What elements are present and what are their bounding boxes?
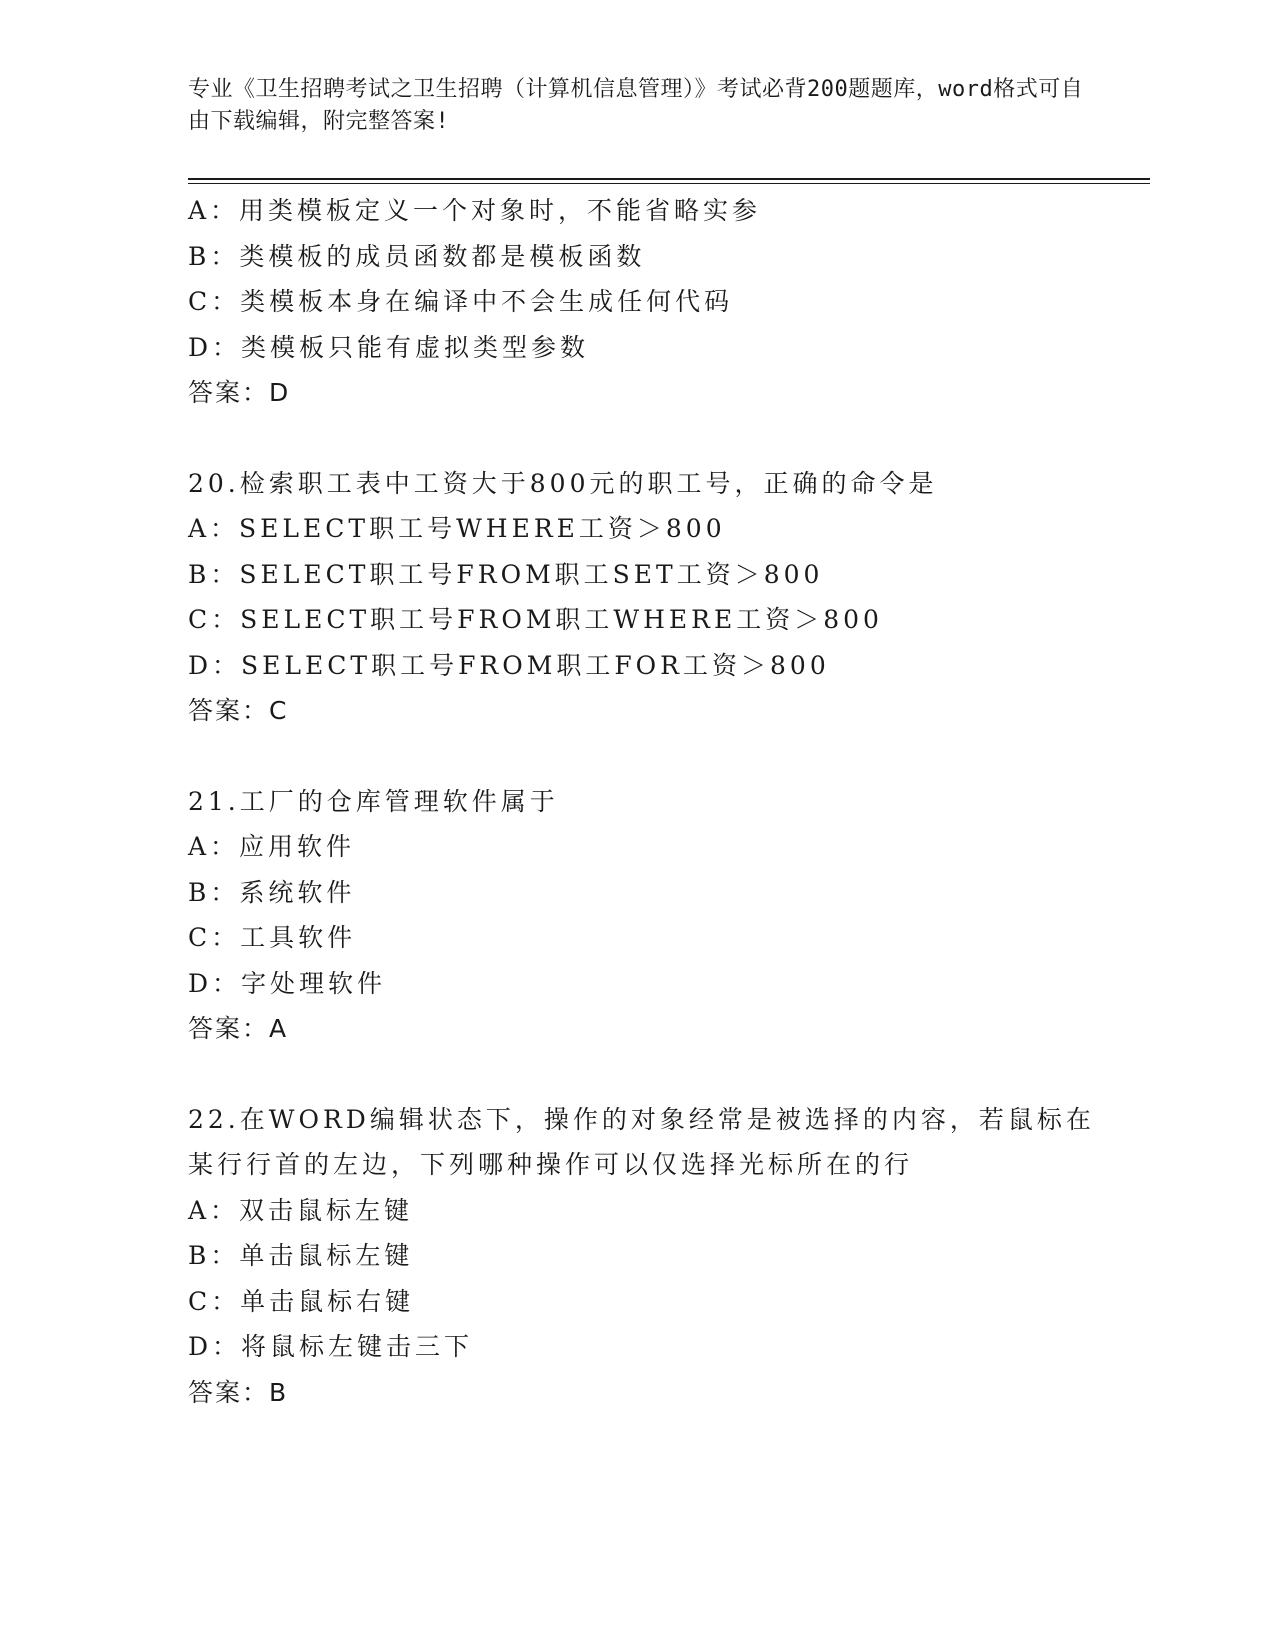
question-stem: 20.检索职工表中工资大于800元的职工号，正确的命令是 <box>188 468 938 498</box>
option-b: B：系统软件 <box>188 877 356 907</box>
option-b: B：类模板的成员函数都是模板函数 <box>188 241 646 271</box>
option-d: D：类模板只能有虚拟类型参数 <box>188 332 590 362</box>
option-b: B：单击鼠标左键 <box>188 1241 414 1270</box>
option-c: C：类模板本身在编译中不会生成任何代码 <box>188 287 734 316</box>
question-list <box>188 188 1148 1415</box>
question-stem-line-2: 某行行首的左边，下列哪种操作可以仅选择光标所在的行 <box>188 1150 914 1179</box>
spacer <box>188 416 1148 461</box>
option-a: A：应用软件 <box>188 832 356 861</box>
option-c: C：SELECT职工号FROM职工WHERE工资＞800 <box>188 605 883 634</box>
question-stem-line-1: 22.在WORD编辑状态下，操作的对象经常是被选择的内容，若鼠标在 <box>188 1104 1095 1134</box>
option-d: D：将鼠标左键击三下 <box>188 1332 474 1361</box>
question-22 <box>188 1097 1148 1416</box>
option-d: D：SELECT职工号FROM职工FOR工资＞800 <box>188 650 830 680</box>
option-a: A：SELECT职工号WHERE工资＞800 <box>188 514 726 543</box>
option-c: C：工具软件 <box>188 923 357 952</box>
spacer <box>188 1052 1148 1097</box>
option-b: B：SELECT职工号FROM职工SET工资＞800 <box>188 559 824 589</box>
spacer <box>188 734 1148 779</box>
answer: 答案：B <box>188 1377 289 1407</box>
answer: 答案：D <box>188 378 291 407</box>
option-a: A：双击鼠标左键 <box>188 1195 414 1225</box>
answer: 答案：A <box>188 1014 289 1043</box>
question-19 <box>188 188 1148 416</box>
answer: 答案：C <box>188 696 289 725</box>
question-stem: 21.工厂的仓库管理软件属于 <box>188 786 559 816</box>
option-c: C：单击鼠标右键 <box>188 1286 415 1316</box>
header-rule-thick <box>188 178 1150 180</box>
question-21 <box>188 779 1148 1052</box>
question-20 <box>188 461 1148 734</box>
option-d: D：字处理软件 <box>188 968 387 998</box>
header-rule-thin <box>188 183 1150 184</box>
option-a: A：用类模板定义一个对象时，不能省略实参 <box>188 196 762 225</box>
document-header: 专业《卫生招聘考试之卫生招聘（计算机信息管理）》考试必背200题题库，word格式可自由下载编辑，附完整答案! <box>188 77 1084 134</box>
